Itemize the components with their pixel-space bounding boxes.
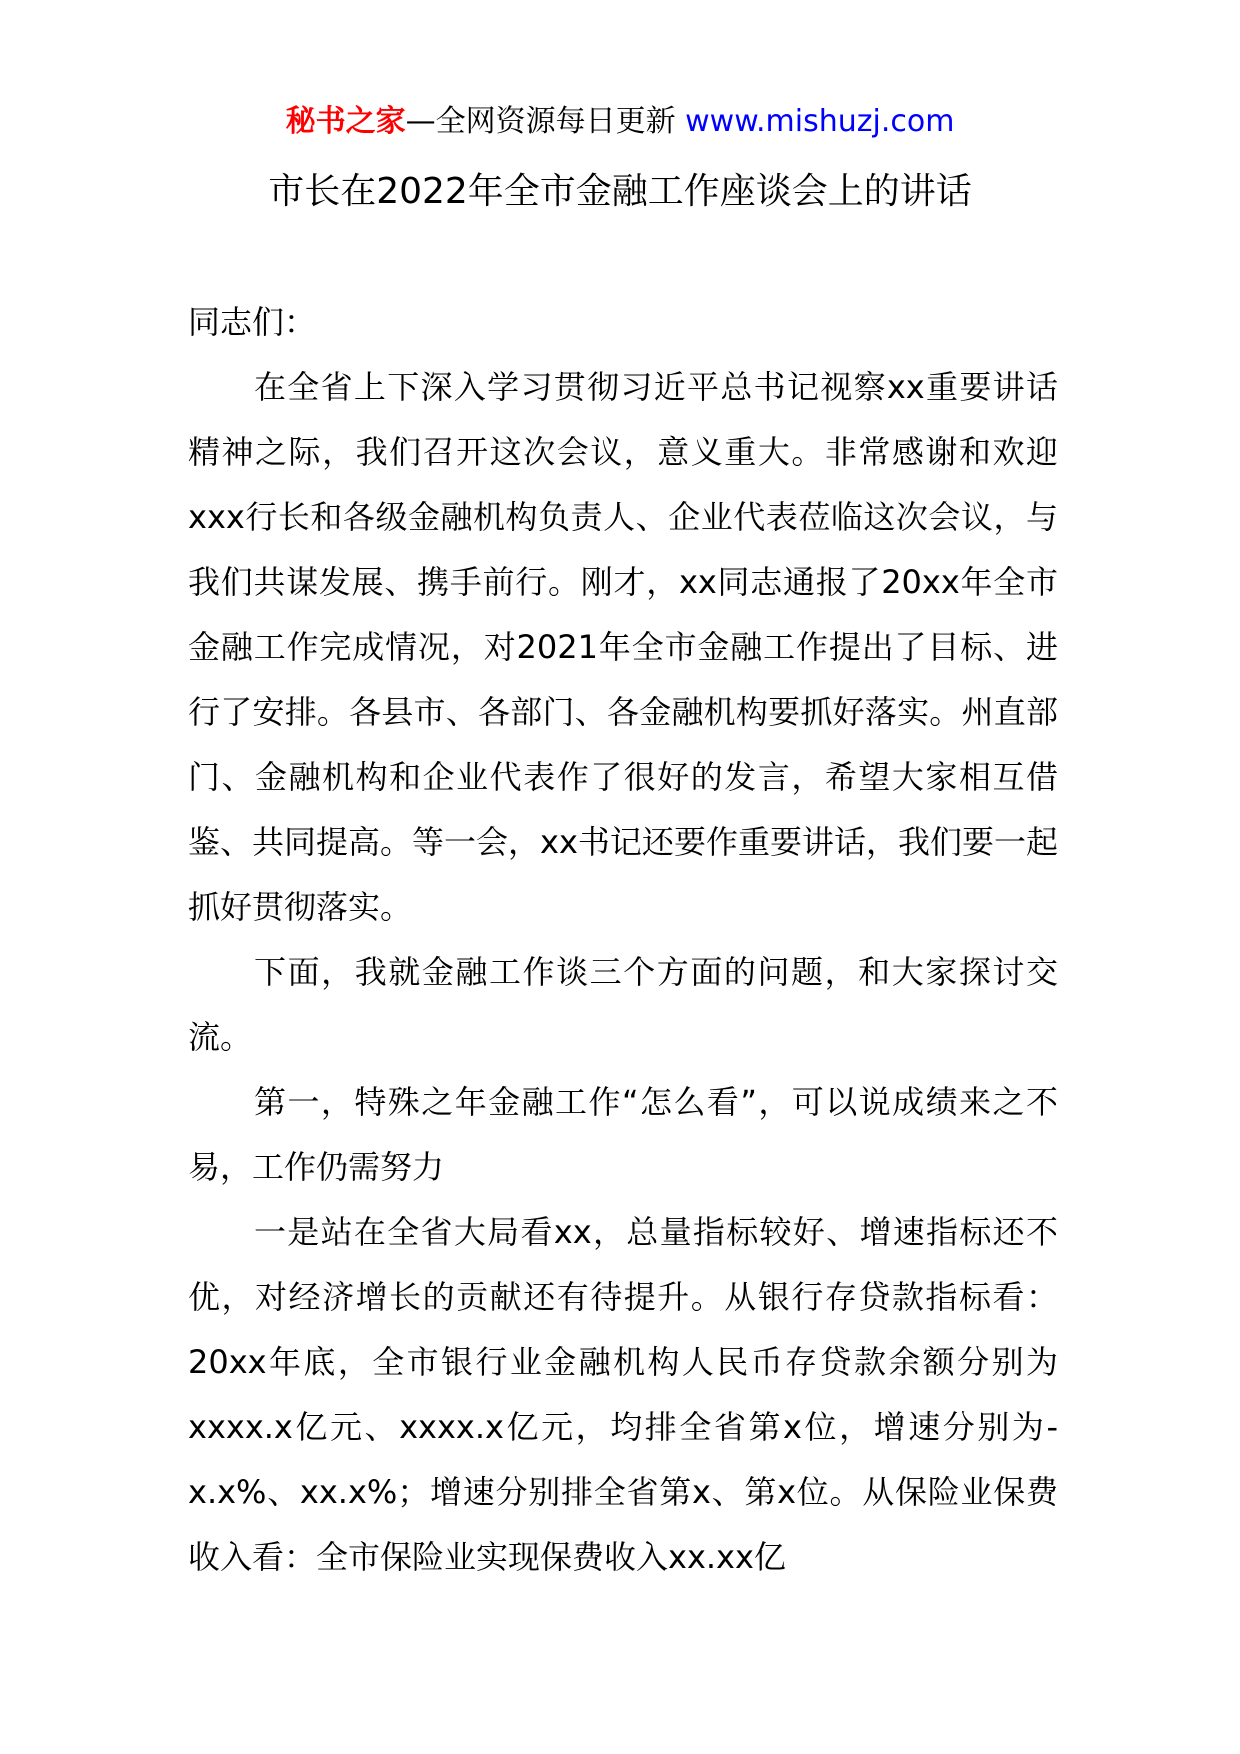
salutation: 同志们： [188, 303, 317, 341]
site-tagline: —全网资源每日更新 [405, 104, 676, 139]
section-heading-1: 第一，特殊之年金融工作“怎么看”，可以说成绩来之不易，工作仍需努力 [188, 1083, 1058, 1186]
site-url-link[interactable]: www.mishuzj.com [685, 104, 955, 139]
site-name: 秘书之家 [285, 104, 406, 139]
document-body [188, 290, 1058, 1590]
paragraph-1: 在全省上下深入学习贯彻习近平总书记视察xx重要讲话精神之际，我们召开这次会议，意义重大。非常感谢和欢迎xxx行长和各级金融机构负责人、企业代表莅临这次会议，与我们共谋发展、携手前行。刚才，xx同志通报了20xx年全市金融工作完成情况，对2021年全市金融工作提出了目标、进行了安排。各县市、各部门、各金融机构要抓好落实。州直部门、金融机构和企业代表作了很好的发言，希望大家相互借鉴、共同提高。等一会，xx书记还要作重要讲话，我们要一起抓好贯彻落实。 [188, 368, 1058, 926]
paragraph-2: 下面，我就金融工作谈三个方面的问题，和大家探讨交流。 [188, 953, 1058, 1056]
paragraph-3: 一是站在全省大局看xx，总量指标较好、增速指标还不优，对经济增长的贡献还有待提升。从银行存贷款指标看：20xx年底，全市银行业金融机构人民币存贷款余额分别为xxxx.x亿元、xxxx.x亿元，均排全省第x位，增速分别为-x.x%、xx.x%；增速分别排全省第x、第x位。从保险业保费收入看：全市保险业实现保费收入xx.xx亿 [188, 1213, 1058, 1576]
document-title: 市长在2022年全市金融工作座谈会上的讲话 [268, 171, 972, 212]
site-header [0, 100, 1240, 144]
